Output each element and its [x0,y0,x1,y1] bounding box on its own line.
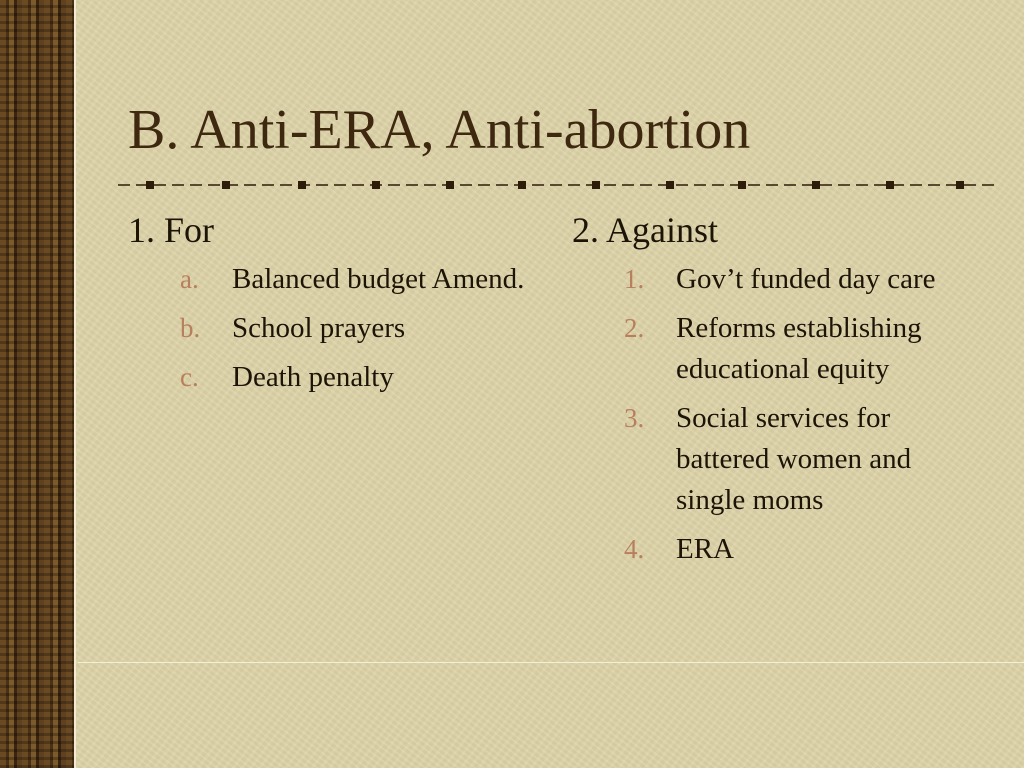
item-marker: c. [180,362,199,392]
right-column-heading: 2. Against [572,210,719,250]
item-marker: 2. [624,313,645,343]
list-item [572,259,952,300]
decorative-divider [118,175,994,195]
item-marker: 4. [624,534,645,564]
bottom-divider [78,662,1024,663]
left-column [128,208,528,406]
item-marker: 3. [624,403,645,433]
right-item-list [572,259,992,570]
decorative-side-strip [0,0,76,768]
strip-edge [74,0,76,768]
list-item [128,357,528,398]
list-item [572,529,992,570]
item-text: Death penalty [232,361,394,393]
right-column [572,208,992,578]
item-text: Social services for battered women and single moms [676,402,912,516]
left-column-heading: 1. For [128,210,215,250]
item-text: ERA [676,533,734,565]
list-item [128,308,528,349]
list-item [572,308,992,390]
item-text: Gov’t funded day care [676,263,936,295]
item-marker: a. [180,264,199,294]
slide-title: B. Anti-ERA, Anti-abortion [128,99,751,161]
item-text: School prayers [232,312,406,344]
list-item [572,398,976,521]
item-text: Balanced budget Amend. [232,263,525,295]
list-item [128,259,528,300]
item-text: Reforms establishing educational equity [676,312,922,385]
item-marker: 1. [624,264,645,294]
item-marker: b. [180,313,201,343]
left-item-list [128,259,528,398]
